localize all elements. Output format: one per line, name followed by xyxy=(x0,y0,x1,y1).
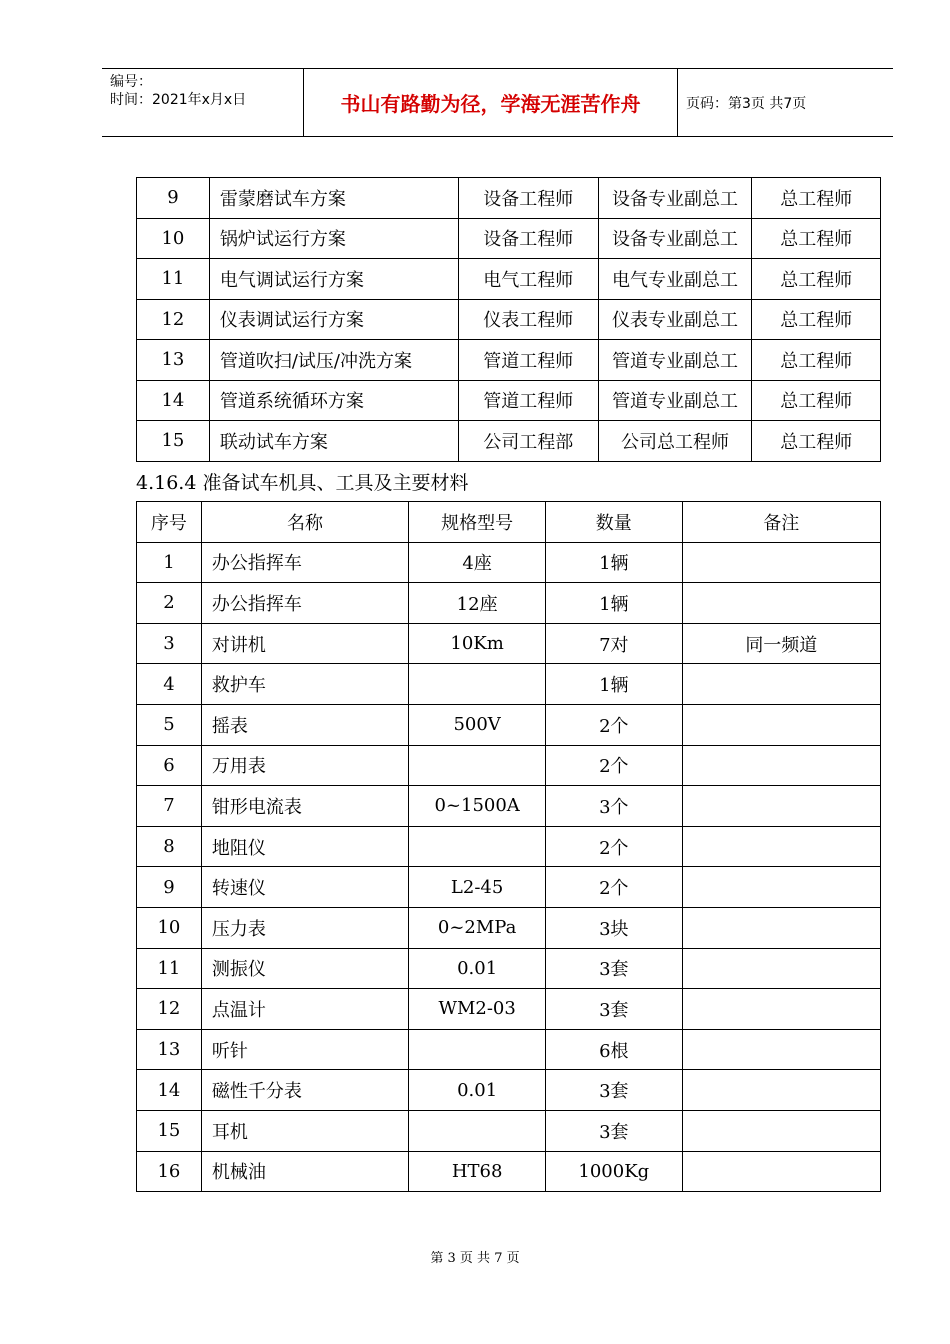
table-row xyxy=(137,1070,881,1111)
row-no: 13 xyxy=(137,340,210,381)
table-row xyxy=(137,948,881,989)
plan-name: 锅炉试运行方案 xyxy=(209,218,458,259)
item-spec xyxy=(409,1110,546,1151)
row-no: 9 xyxy=(137,867,202,908)
item-remark xyxy=(682,542,880,583)
reviewed-by: 管道专业副总工 xyxy=(598,380,752,421)
plan-name: 电气调试运行方案 xyxy=(209,259,458,300)
row-no: 7 xyxy=(137,786,202,827)
table-row xyxy=(137,623,881,664)
item-qty: 2个 xyxy=(545,745,682,786)
item-remark xyxy=(682,867,880,908)
item-spec: 4座 xyxy=(409,542,546,583)
plan-name: 管道吹扫/试压/冲洗方案 xyxy=(209,340,458,381)
item-name: 听针 xyxy=(201,1029,408,1070)
reviewed-by: 设备专业副总工 xyxy=(598,178,752,219)
header-remark: 备注 xyxy=(682,502,880,543)
table-row xyxy=(137,340,881,381)
table-row xyxy=(137,1110,881,1151)
code-label: 编号： xyxy=(110,74,152,90)
row-no: 9 xyxy=(137,178,210,219)
item-spec: WM2-03 xyxy=(409,989,546,1030)
header-motto: 书山有路勤为径，学海无涯苦作舟 xyxy=(340,92,641,116)
item-spec xyxy=(409,1029,546,1070)
item-remark: 同一频道 xyxy=(682,623,880,664)
plan-name: 管道系统循环方案 xyxy=(209,380,458,421)
approved-by: 总工程师 xyxy=(752,178,881,219)
item-name: 万用表 xyxy=(201,745,408,786)
table-header-row xyxy=(137,502,881,543)
row-no: 14 xyxy=(137,380,210,421)
item-spec xyxy=(409,745,546,786)
item-remark xyxy=(682,826,880,867)
reviewed-by: 仪表专业副总工 xyxy=(598,299,752,340)
item-name: 救护车 xyxy=(201,664,408,705)
prepared-by: 仪表工程师 xyxy=(458,299,598,340)
item-qty: 3个 xyxy=(545,786,682,827)
row-no: 3 xyxy=(137,623,202,664)
item-spec: 500V xyxy=(409,704,546,745)
item-remark xyxy=(682,786,880,827)
row-no: 15 xyxy=(137,421,210,462)
row-no: 8 xyxy=(137,826,202,867)
item-remark xyxy=(682,948,880,989)
approved-by: 总工程师 xyxy=(752,259,881,300)
row-no: 6 xyxy=(137,745,202,786)
item-qty: 3块 xyxy=(545,907,682,948)
table-row xyxy=(137,786,881,827)
item-spec xyxy=(409,664,546,705)
header-qty: 数量 xyxy=(545,502,682,543)
item-qty: 6根 xyxy=(545,1029,682,1070)
page-header xyxy=(102,68,893,137)
item-name: 压力表 xyxy=(201,907,408,948)
row-no: 15 xyxy=(137,1110,202,1151)
row-no: 11 xyxy=(137,259,210,300)
approved-by: 总工程师 xyxy=(752,421,881,462)
item-qty: 1辆 xyxy=(545,583,682,624)
prepared-by: 公司工程部 xyxy=(458,421,598,462)
prepared-by: 设备工程师 xyxy=(458,178,598,219)
plan-name: 雷蒙磨试车方案 xyxy=(209,178,458,219)
table-row xyxy=(137,1151,881,1192)
item-name: 点温计 xyxy=(201,989,408,1030)
item-qty: 2个 xyxy=(545,867,682,908)
prepared-by: 管道工程师 xyxy=(458,380,598,421)
row-no: 10 xyxy=(137,907,202,948)
item-qty: 3套 xyxy=(545,1110,682,1151)
item-remark xyxy=(682,745,880,786)
row-no: 12 xyxy=(137,299,210,340)
item-name: 地阻仪 xyxy=(201,826,408,867)
row-no: 1 xyxy=(137,542,202,583)
header-divider xyxy=(677,69,678,136)
plan-approval-table xyxy=(136,177,881,462)
approved-by: 总工程师 xyxy=(752,340,881,381)
item-name: 对讲机 xyxy=(201,623,408,664)
header-page-info: 页码：第3页 共7页 xyxy=(686,95,807,112)
item-name: 转速仪 xyxy=(201,867,408,908)
item-remark xyxy=(682,583,880,624)
row-no: 12 xyxy=(137,989,202,1030)
item-qty: 1000Kg xyxy=(545,1151,682,1192)
item-qty: 1辆 xyxy=(545,542,682,583)
item-spec: L2-45 xyxy=(409,867,546,908)
header-name: 名称 xyxy=(201,502,408,543)
plan-name: 联动试车方案 xyxy=(209,421,458,462)
item-qty: 3套 xyxy=(545,1070,682,1111)
item-remark xyxy=(682,1070,880,1111)
item-qty: 2个 xyxy=(545,826,682,867)
item-remark xyxy=(682,989,880,1030)
prepared-by: 设备工程师 xyxy=(458,218,598,259)
page-footer: 第 3 页 共 7 页 xyxy=(430,1251,520,1266)
row-no: 13 xyxy=(137,1029,202,1070)
table-row xyxy=(137,745,881,786)
reviewed-by: 电气专业副总工 xyxy=(598,259,752,300)
item-name: 机械油 xyxy=(201,1151,408,1192)
item-qty: 3套 xyxy=(545,948,682,989)
item-spec: 10Km xyxy=(409,623,546,664)
item-name: 钳形电流表 xyxy=(201,786,408,827)
item-spec: 12座 xyxy=(409,583,546,624)
table-row xyxy=(137,1029,881,1070)
table-row xyxy=(137,704,881,745)
item-qty: 3套 xyxy=(545,989,682,1030)
row-no: 14 xyxy=(137,1070,202,1111)
item-remark xyxy=(682,664,880,705)
item-qty: 2个 xyxy=(545,704,682,745)
item-qty: 1辆 xyxy=(545,664,682,705)
reviewed-by: 设备专业副总工 xyxy=(598,218,752,259)
prepared-by: 管道工程师 xyxy=(458,340,598,381)
table-row xyxy=(137,299,881,340)
table-row xyxy=(137,907,881,948)
item-name: 摇表 xyxy=(201,704,408,745)
item-qty: 7对 xyxy=(545,623,682,664)
table-row xyxy=(137,542,881,583)
approved-by: 总工程师 xyxy=(752,218,881,259)
reviewed-by: 管道专业副总工 xyxy=(598,340,752,381)
table-row xyxy=(137,664,881,705)
header-spec: 规格型号 xyxy=(409,502,546,543)
table-row xyxy=(137,218,881,259)
header-no: 序号 xyxy=(137,502,202,543)
row-no: 10 xyxy=(137,218,210,259)
table-row xyxy=(137,867,881,908)
item-remark xyxy=(682,1110,880,1151)
row-no: 4 xyxy=(137,664,202,705)
item-remark xyxy=(682,1151,880,1192)
reviewed-by: 公司总工程师 xyxy=(598,421,752,462)
equipment-table xyxy=(136,501,881,1192)
prepared-by: 电气工程师 xyxy=(458,259,598,300)
table-row xyxy=(137,826,881,867)
table-row xyxy=(137,583,881,624)
item-spec: 0.01 xyxy=(409,948,546,989)
item-spec: HT68 xyxy=(409,1151,546,1192)
item-name: 办公指挥车 xyxy=(201,583,408,624)
item-spec: 0~2MPa xyxy=(409,907,546,948)
table-row xyxy=(137,178,881,219)
time-label: 时间：2021年x月x日 xyxy=(110,92,247,108)
plan-name: 仪表调试运行方案 xyxy=(209,299,458,340)
table-row xyxy=(137,989,881,1030)
approved-by: 总工程师 xyxy=(752,299,881,340)
item-remark xyxy=(682,704,880,745)
approved-by: 总工程师 xyxy=(752,380,881,421)
row-no: 11 xyxy=(137,948,202,989)
item-name: 耳机 xyxy=(201,1110,408,1151)
row-no: 16 xyxy=(137,1151,202,1192)
item-name: 磁性千分表 xyxy=(201,1070,408,1111)
item-name: 办公指挥车 xyxy=(201,542,408,583)
item-name: 测振仪 xyxy=(201,948,408,989)
table-row xyxy=(137,259,881,300)
row-no: 2 xyxy=(137,583,202,624)
row-no: 5 xyxy=(137,704,202,745)
item-remark xyxy=(682,1029,880,1070)
item-remark xyxy=(682,907,880,948)
item-spec: 0.01 xyxy=(409,1070,546,1111)
header-meta xyxy=(102,69,302,136)
table-row xyxy=(137,380,881,421)
section-title: 4.16.4 准备试车机具、工具及主要材料 xyxy=(136,472,469,494)
item-spec xyxy=(409,826,546,867)
item-spec: 0~1500A xyxy=(409,786,546,827)
table-row xyxy=(137,421,881,462)
